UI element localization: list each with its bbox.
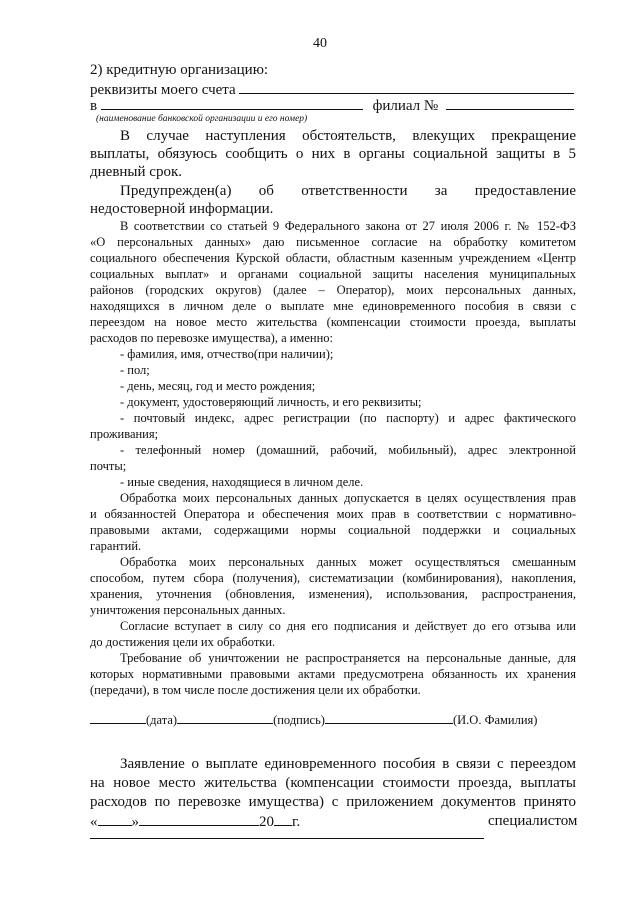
close-quote: »: [131, 814, 139, 830]
consent-line: В соответствии со статьей 9 Федерального закона от 27 июля 2006 г. № 152-ФЗ: [120, 219, 576, 233]
open-quote: «: [90, 814, 98, 830]
data-item: - почтовый индекс, адрес регистрации (по паспорту) и адрес фактического: [120, 411, 576, 425]
in-label: в: [90, 98, 98, 114]
data-item: - фамилия, имя, отчество(при наличии);: [120, 347, 334, 361]
validity-line-1: Согласие вступает в силу со дня его подписания и действует до его отзыва или: [120, 619, 576, 633]
destruction-line-1: Требование об уничтожении не распространяется на персональные данные, для: [120, 651, 576, 665]
purpose-line: правовыми актами, содержащими нормы социальной поддержки и социальных: [90, 523, 576, 537]
application-line-1: Заявление о выплате единовременного пособия в связи с переездом: [120, 756, 576, 772]
bank-caption: (наименование банковской организации и его номер): [96, 114, 308, 124]
month-blank-line: [139, 813, 259, 826]
sign-blank-line: [177, 711, 273, 724]
data-item: - пол;: [120, 363, 150, 377]
date-blank-line: [90, 711, 146, 724]
methods-line: уничтожения персональных данных.: [90, 603, 286, 617]
methods-line: способом, путем сбора (получения), систематизации (комбинирования), накопления,: [90, 571, 576, 585]
credit-org-heading: 2) кредитную организацию:: [90, 62, 269, 78]
signature-row: [90, 711, 537, 728]
year-blank-line: [274, 813, 292, 826]
methods-line: Обработка моих персональных данных может осуществляться смешанным: [120, 555, 576, 569]
day-blank-line: [98, 813, 132, 826]
year-suffix: г.: [292, 814, 301, 830]
acceptance-date-row: [90, 813, 300, 831]
warning-line-2: недостоверной информации.: [90, 201, 274, 217]
name-label: (И.О. Фамилия): [452, 713, 538, 727]
data-item-cont: проживания;: [90, 427, 159, 441]
obligation-line-3: дневный срок.: [90, 164, 182, 180]
consent-line: социальных выплат» и органами социальной защиты населения муниципальных: [90, 267, 576, 281]
consent-line: переездом на новое место жительства (компенсации стоимости проезда, выплаты: [90, 315, 576, 329]
bank-blank-line: [101, 97, 363, 110]
warning-line-1: Предупрежден(а) об ответственности за предоставление: [120, 183, 576, 199]
purpose-line: Обработка моих персональных данных допускается в целях осуществления прав: [120, 491, 576, 505]
validity-line-2: до достижения цели их обработки.: [90, 635, 276, 649]
sign-label: (подпись): [273, 713, 325, 727]
name-blank-line: [325, 711, 453, 724]
consent-line: находящихся в личном деле о выплате мне единовременного пособия в связи с: [90, 299, 576, 313]
data-item-cont: почты;: [90, 459, 127, 473]
account-label: реквизиты моего счета: [90, 82, 236, 98]
purpose-line: и обязанностей Оператора и обеспечения моих прав в соответствии с нормативно-: [90, 507, 576, 521]
year-prefix: 20: [259, 814, 274, 830]
methods-line: хранения, уточнения (обновления, изменения), использования, распространения,: [90, 587, 576, 601]
branch-blank-line: [446, 97, 574, 110]
date-label: (дата): [146, 713, 178, 727]
destruction-line-3: (передачи), в том числе после достижения цели их обработки.: [90, 683, 421, 697]
data-item: - телефонный номер (домашний, рабочий, мобильный), адрес электронной: [120, 443, 576, 457]
destruction-line-2: которых нормативными правовыми актами предусмотрена обязанность их хранения: [90, 667, 576, 681]
obligation-line-1: В случае наступления обстоятельств, влекущих прекращение: [120, 128, 576, 144]
application-line-3: расходов по перевозке имущества) с приложением документов принято: [90, 794, 576, 810]
page-number: 40: [313, 36, 327, 51]
data-item: - иные сведения, находящиеся в личном деле.: [120, 475, 364, 489]
purpose-line: гарантий.: [90, 539, 142, 553]
bank-row: [90, 97, 574, 115]
consent-line: социального обеспечения Курской области, областным казенным учреждением «Центр: [90, 251, 576, 265]
application-line-2: на новое место жительства (компенсации стоимости проезда, выплаты: [90, 775, 576, 791]
account-blank-line: [239, 81, 574, 94]
consent-line: «О персональных данных» даю письменное согласие на обработку комитетом: [90, 235, 576, 249]
specialist-blank-line: [90, 838, 484, 839]
branch-label: филиал №: [372, 98, 439, 114]
consent-line: районов (городских округов) (далее – Оператор), моих персональных данных,: [90, 283, 576, 297]
data-item: - день, месяц, год и место рождения;: [120, 379, 316, 393]
obligation-line-2: выплаты, обязуюсь сообщить о них в органы социальной защиты в 5: [90, 146, 576, 162]
data-item: - документ, удостоверяющий личность, и его реквизиты;: [120, 395, 422, 409]
consent-line: расходов по перевозке имущества), а именно:: [90, 331, 333, 345]
specialist-label: специалистом: [488, 813, 578, 829]
